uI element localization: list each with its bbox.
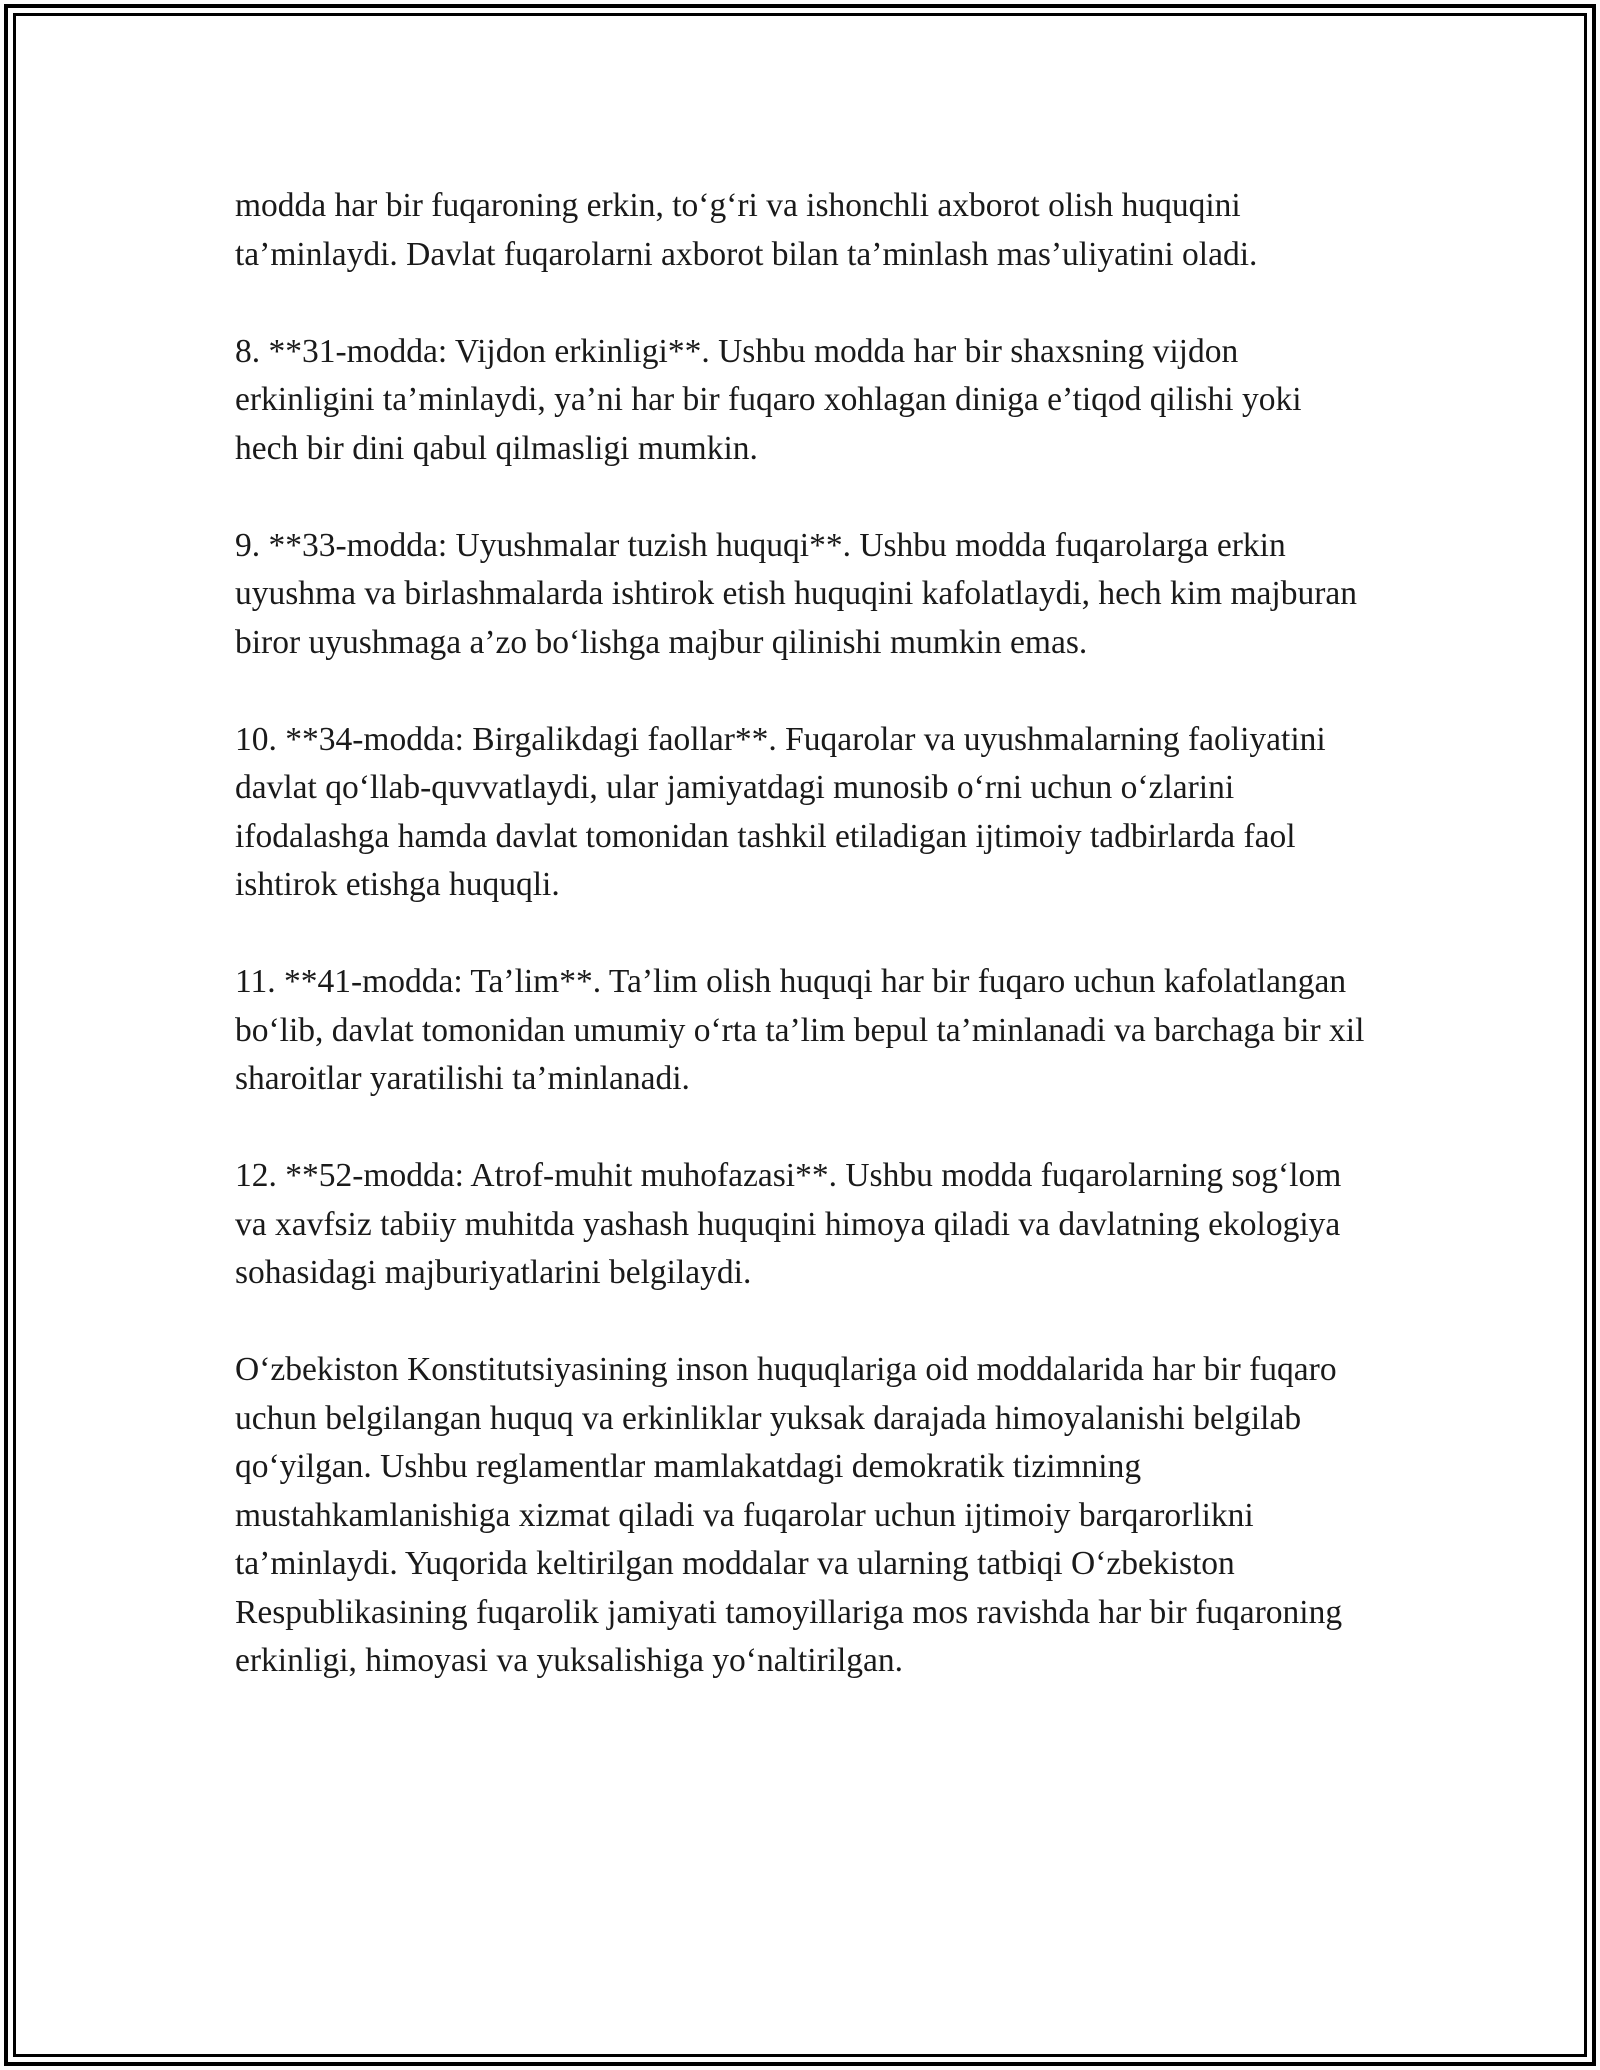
paragraph-article-33: 9. **33-modda: Uyushmalar tuzish huquqi**. Ushbu modda fuqarolarga erkin uyushma va birlashmalarda ishtirok etish huquqini kafolatlaydi, hech kim majburan biror uyushmaga a’zo bo‘lishga majbur qilinishi mumkin emas. [235, 526, 1357, 661]
document-body [235, 182, 1365, 1686]
paragraph-article-41: 11. **41-modda: Ta’lim**. Ta’lim olish huquqi har bir fuqaro uchun kafolatlangan bo‘lib, davlat tomonidan umumiy o‘rta ta’lim bepul ta’minlanadi va barchaga bir xil sharoitlar yaratilishi ta’minlanadi. [235, 963, 1365, 1097]
paragraph-continuation: modda har bir fuqaroning erkin, to‘g‘ri va ishonchli axborot olish huquqini ta’minlaydi. Davlat fuqarolarni axborot bilan ta’minlash mas’uliyatini oladi. [235, 187, 1258, 273]
paragraph-conclusion: O‘zbekiston Konstitutsiyasining inson huquqlariga oid moddalarida har bir fuqaro uchun belgilangan huquq va erkinliklar yuksak darajada himoyalanishi belgilab qo‘yilgan. Ushbu reglamentlar mamlakatdagi demokratik tizimning mustahkamlanishiga xizmat qiladi va fuqarolar uchun ijtimoiy barqarorlikni ta’minlaydi. Yuqorida keltirilgan moddalar va ularning tatbiqi O‘zbekiston Respublikasining fuqarolik jamiyati tamoyillariga mos ravishda har bir fuqaroning erkinligi, himoyasi va yuksalishiga yo‘naltirilgan. [235, 1351, 1343, 1679]
paragraph-article-52: 12. **52-modda: Atrof-muhit muhofazasi**. Ushbu modda fuqarolarning sog‘lom va xavfsiz tabiiy muhitda yashash huquqini himoya qiladi va davlatning ekologiya sohasidagi majburiyatlarini belgilaydi. [235, 1157, 1342, 1291]
paragraph-article-31: 8. **31-modda: Vijdon erkinligi**. Ushbu modda har bir shaxsning vijdon erkinligini ta’minlaydi, ya’ni har bir fuqaro xohlagan diniga e’tiqod qilishi yoki hech bir dini qabul qilmasligi mumkin. [235, 332, 1302, 467]
paragraph-article-34: 10. **34-modda: Birgalikdagi faollar**. Fuqarolar va uyushmalarning faoliyatini davlat qo‘llab-quvvatlaydi, ular jamiyatdagi munosib o‘rni uchun o‘zlarini ifodalashga hamda davlat tomonidan tashkil etiladigan ijtimoiy tadbirlarda faol ishtirok etishga huquqli. [235, 720, 1326, 903]
